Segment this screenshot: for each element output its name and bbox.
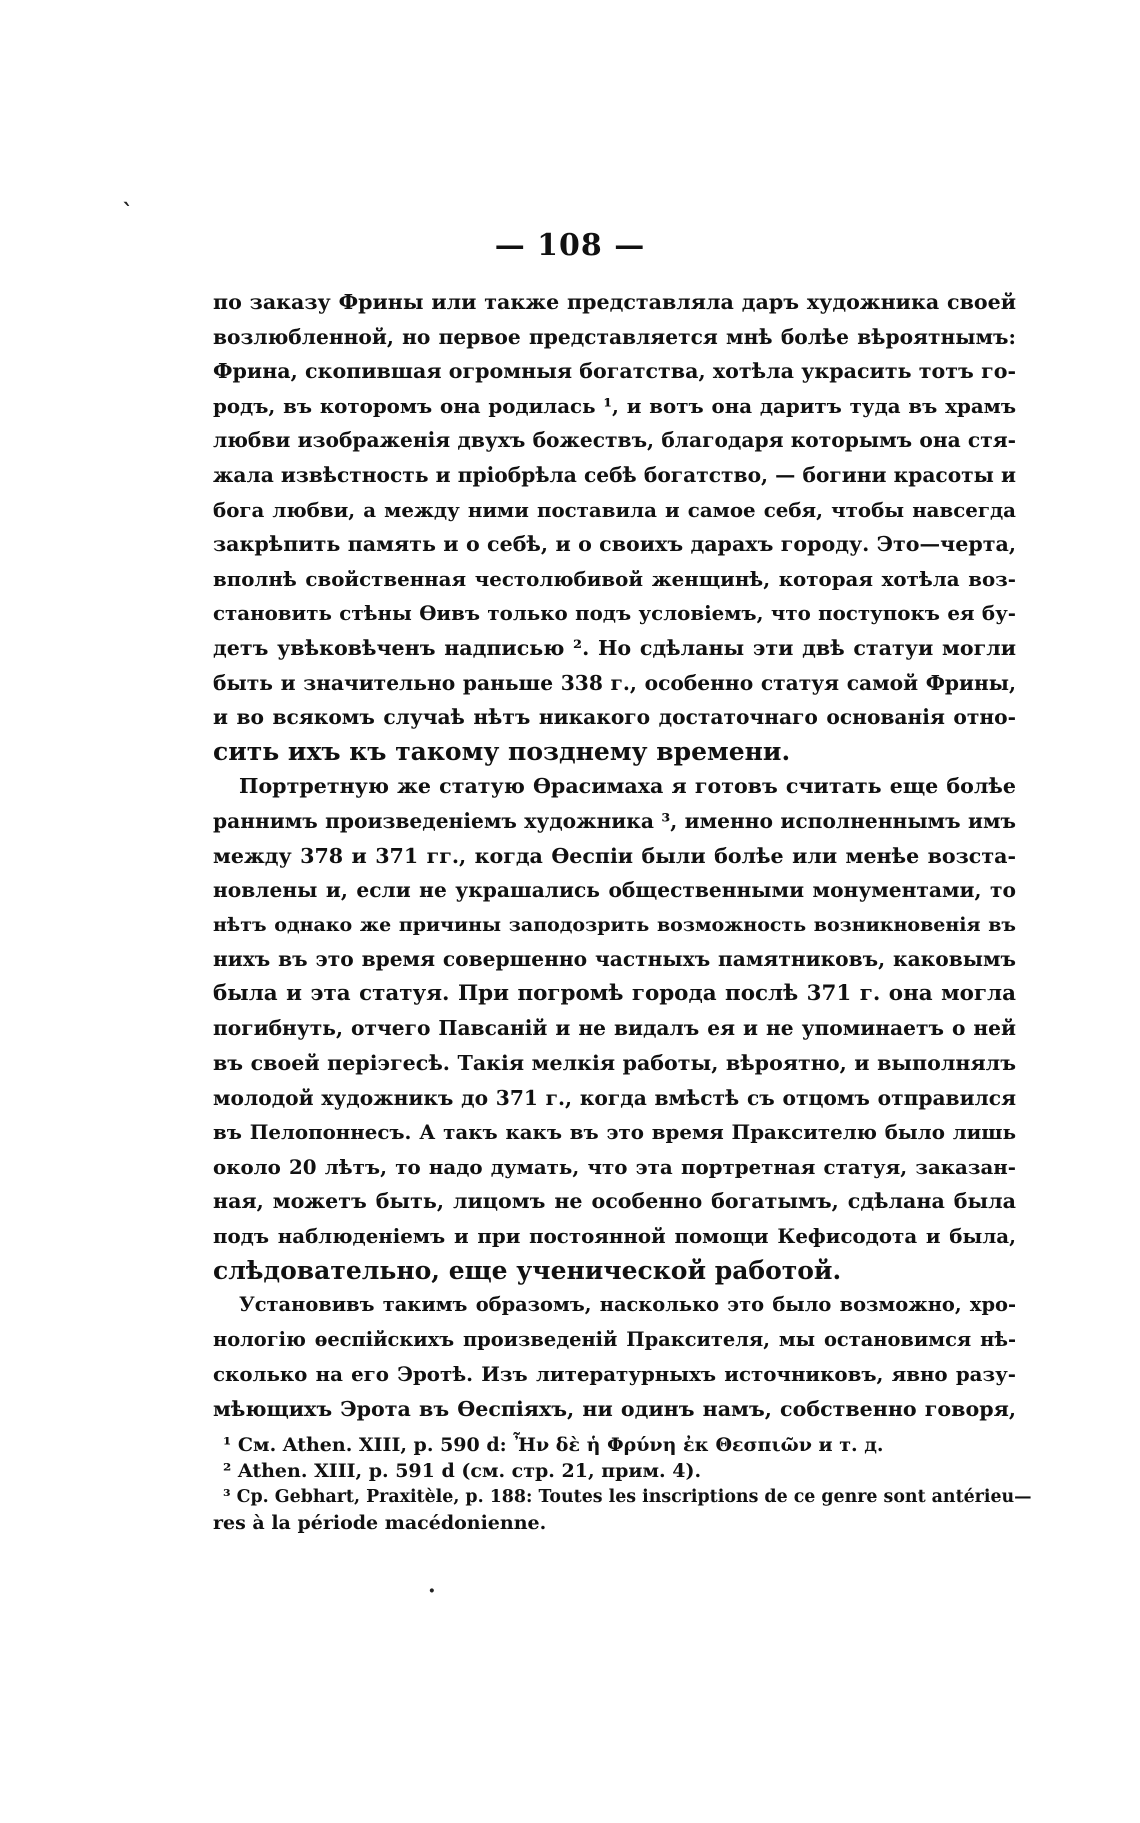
text-line: сить ихъ къ такому позднему времени. <box>213 736 791 766</box>
footnotes <box>213 1432 1043 1536</box>
text-line: около 20 лѣтъ, то надо думать, что эта портретная статуя, заказан- <box>213 1154 1016 1179</box>
body-text <box>213 285 1016 1427</box>
text-line: молодой художникъ до 371 г., когда вмѣстѣ съ отцомъ отправился <box>213 1085 1016 1110</box>
text-line: раннимъ произведеніемъ художника ³, именно исполненнымъ имъ <box>213 808 1016 833</box>
text-line: погибнуть, отчего Павсаній и не видалъ ея и не упоминаетъ о ней <box>213 1016 1016 1041</box>
text-line: мѣющихъ Эрота въ Ѳеспіяхъ, ни одинъ намъ, собственно говоря, <box>213 1397 1016 1421</box>
text-line: новлены и, если не украшались общественными монументами, то <box>213 878 1016 903</box>
footnote-1: ¹ См. Athen. XIII, p. 590 d: Ἦν δὲ ἡ Φρύνη ἐκ Θεσπιῶν и т. д. <box>223 1434 884 1456</box>
text-line: детъ увѣковѣченъ надписью ². Но сдѣланы эти двѣ статуи могли <box>213 635 1016 660</box>
text-line: Установивъ такимъ образомъ, насколько это было возможно, хро- <box>239 1293 1016 1317</box>
footnote-3-continued: res à la période macédonienne. <box>213 1512 547 1534</box>
paragraph-1 <box>213 285 1016 769</box>
text-line: Портретную же статую Ѳрасимаха я готовъ считать еще болѣе <box>239 774 1016 799</box>
text-line: закрѣпить память и о себѣ, и о своихъ дарахъ городу. Это—черта, <box>213 532 1016 557</box>
paragraph-2 <box>213 769 1016 1288</box>
text-line: любви изображенія двухъ божествъ, благодаря которымъ она стя- <box>213 428 1016 453</box>
text-line: подъ наблюденіемъ и при постоянной помощи Кефисодота и была, <box>213 1224 1016 1249</box>
text-line: сколько на его Эротѣ. Изъ литературныхъ источниковъ, явно разу- <box>213 1362 1016 1387</box>
footnote-3: ³ Cp. Gebhart, Praxitèle, p. 188: Toutes les inscriptions de ce genre sont antérieu— <box>223 1487 1032 1507</box>
text-line: жала извѣстность и пріобрѣла себѣ богатство, — богини красоты и <box>213 462 1016 487</box>
text-line: быть и значительно раньше 338 г., особенно статуя самой Фрины, <box>213 670 1016 695</box>
text-line: ная, можетъ быть, лицомъ не особенно богатымъ, сдѣлана была <box>213 1189 1016 1214</box>
text-line: между 378 и 371 гг., когда Ѳеспіи были болѣе или менѣе возста- <box>213 843 1016 868</box>
text-line: вполнѣ свойственная честолюбивой женщинѣ, которая хотѣла воз- <box>213 566 1016 591</box>
text-line: по заказу Фрины или также представляла даръ художника своей <box>213 290 1016 314</box>
text-line: слѣдовательно, еще ученической работой. <box>213 1255 842 1285</box>
text-line: бога любви, а между ними поставила и самое себя, чтобы навсегда <box>213 497 1016 522</box>
text-line: нихъ въ это время совершенно частныхъ памятниковъ, каковымъ <box>213 947 1016 972</box>
footnote-2: ² Athen. XIII, p. 591 d (см. стр. 21, прим. 4). <box>223 1460 702 1482</box>
text-line: въ Пелопоннесъ. А такъ какъ въ это время Праксителю было лишь <box>213 1120 1016 1145</box>
dot-mark: · <box>428 1578 436 1604</box>
text-line: родъ, въ которомъ она родилась ¹, и вотъ она даритъ туда въ храмъ <box>213 393 1016 418</box>
page-number: — 108 — <box>494 228 646 263</box>
text-line: возлюбленной, но первое представляется мнѣ болѣе вѣроятнымъ: <box>213 324 1016 349</box>
text-line: въ своей періэгесѣ. Такія мелкія работы, вѣроятно, и выполнялъ <box>213 1051 1016 1076</box>
text-line: нологію ѳеспійскихъ произведеній Праксителя, мы остановимся нѣ- <box>213 1327 1016 1351</box>
text-line: становить стѣны Ѳивъ только подъ условіемъ, что поступокъ ея бу- <box>213 601 1016 626</box>
text-line: Фрина, скопившая огромныя богатства, хотѣла украсить тотъ го- <box>213 359 1016 384</box>
margin-mark: ˋ <box>122 200 133 226</box>
text-line: нѣтъ однако же причины заподозрить возможность возникновенія въ <box>213 913 1016 936</box>
text-line: и во всякомъ случаѣ нѣтъ никакого достаточнаго основанія отно- <box>213 705 1016 730</box>
text-line: была и эта статуя. При погромѣ города послѣ 371 г. она могла <box>213 980 1016 1006</box>
paragraph-3 <box>213 1288 1016 1426</box>
